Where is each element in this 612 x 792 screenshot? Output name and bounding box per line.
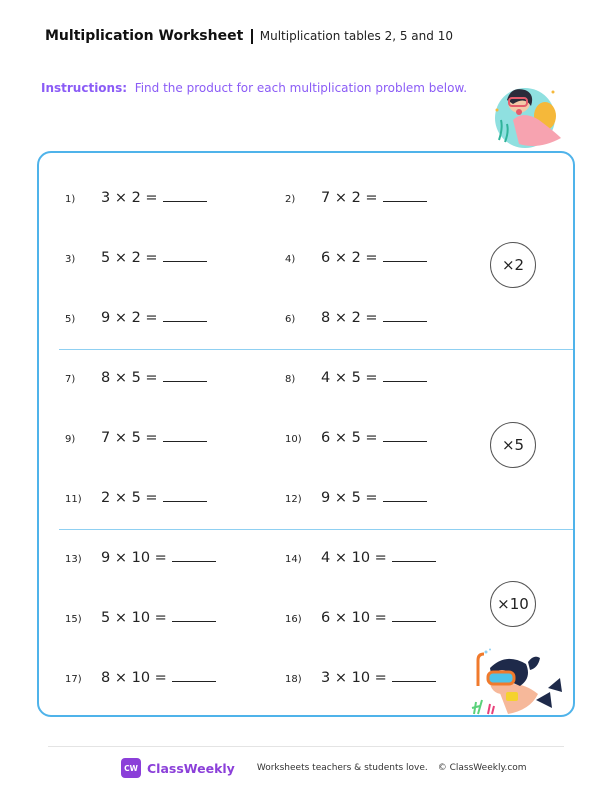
answer-blank[interactable]	[163, 489, 207, 502]
problem-number: 11)	[65, 494, 82, 505]
problem-number: 4)	[285, 254, 296, 265]
problem-expression: 5 × 2 =	[101, 250, 158, 266]
section-divider	[59, 529, 573, 530]
problem-13	[65, 549, 216, 566]
problem-expression: 8 × 10 =	[101, 670, 167, 686]
section-divider	[59, 349, 573, 350]
answer-blank[interactable]	[172, 549, 216, 562]
problems-panel	[37, 151, 575, 717]
problem-expression: 2 × 5 =	[101, 490, 158, 506]
problem-4	[285, 249, 427, 266]
problem-number: 14)	[285, 554, 302, 565]
problem-number: 7)	[65, 374, 76, 385]
title-divider	[251, 29, 253, 44]
problem-number: 5)	[65, 314, 76, 325]
problem-expression: 5 × 10 =	[101, 610, 167, 626]
instructions	[41, 81, 467, 95]
problem-expression: 3 × 2 =	[101, 190, 158, 206]
problem-number: 16)	[285, 614, 302, 625]
problem-number: 3)	[65, 254, 76, 265]
classweekly-logo-icon: CW	[121, 758, 141, 778]
times-10-badge: ×10	[490, 581, 536, 627]
footer	[121, 758, 527, 778]
answer-blank[interactable]	[392, 549, 436, 562]
problem-15	[65, 609, 216, 626]
footer-copyright: © ClassWeekly.com	[437, 763, 527, 773]
answer-blank[interactable]	[163, 369, 207, 382]
problem-number: 13)	[65, 554, 82, 565]
brand-name: ClassWeekly	[147, 760, 235, 776]
instructions-text: Find the product for each multiplication problem below.	[134, 81, 468, 95]
problem-10	[285, 429, 427, 446]
problem-1	[65, 189, 207, 206]
times-2-badge: ×2	[490, 242, 536, 288]
problem-expression: 3 × 10 =	[321, 670, 387, 686]
problem-number: 2)	[285, 194, 296, 205]
instructions-label: Instructions:	[41, 81, 128, 95]
answer-blank[interactable]	[392, 609, 436, 622]
problem-2	[285, 189, 427, 206]
problem-expression: 6 × 5 =	[321, 430, 378, 446]
problem-number: 9)	[65, 434, 76, 445]
problem-number: 18)	[285, 674, 302, 685]
problem-7	[65, 369, 207, 386]
problem-12	[285, 489, 427, 506]
problem-number: 17)	[65, 674, 82, 685]
problem-9	[65, 429, 207, 446]
footer-divider	[48, 746, 564, 747]
answer-blank[interactable]	[163, 189, 207, 202]
diver-girl-illustration	[489, 80, 567, 152]
problem-18	[285, 669, 436, 686]
answer-blank[interactable]	[172, 609, 216, 622]
answer-blank[interactable]	[163, 429, 207, 442]
answer-blank[interactable]	[163, 309, 207, 322]
problem-expression: 8 × 2 =	[321, 310, 378, 326]
problem-11	[65, 489, 207, 506]
problem-5	[65, 309, 207, 326]
problem-8	[285, 369, 427, 386]
answer-blank[interactable]	[392, 669, 436, 682]
snorkel-diver-illustration	[468, 648, 564, 718]
worksheet-subtitle: Multiplication tables 2, 5 and 10	[259, 29, 453, 43]
problem-number: 12)	[285, 494, 302, 505]
worksheet-title: Multiplication Worksheet	[45, 28, 244, 44]
answer-blank[interactable]	[383, 189, 427, 202]
problem-expression: 9 × 2 =	[101, 310, 158, 326]
answer-blank[interactable]	[383, 429, 427, 442]
problem-number: 1)	[65, 194, 76, 205]
problem-17	[65, 669, 216, 686]
problem-expression: 7 × 2 =	[321, 190, 378, 206]
problem-16	[285, 609, 436, 626]
problem-expression: 9 × 10 =	[101, 550, 167, 566]
problem-expression: 9 × 5 =	[321, 490, 378, 506]
problem-6	[285, 309, 427, 326]
footer-tagline: Worksheets teachers & students love.	[256, 763, 428, 773]
problem-expression: 6 × 10 =	[321, 610, 387, 626]
answer-blank[interactable]	[383, 249, 427, 262]
problem-expression: 4 × 5 =	[321, 370, 378, 386]
answer-blank[interactable]	[163, 249, 207, 262]
problem-expression: 6 × 2 =	[321, 250, 378, 266]
problem-number: 15)	[65, 614, 82, 625]
problem-expression: 8 × 5 =	[101, 370, 158, 386]
problem-number: 8)	[285, 374, 296, 385]
problem-expression: 7 × 5 =	[101, 430, 158, 446]
answer-blank[interactable]	[172, 669, 216, 682]
answer-blank[interactable]	[383, 309, 427, 322]
answer-blank[interactable]	[383, 489, 427, 502]
problem-expression: 4 × 10 =	[321, 550, 387, 566]
problem-number: 10)	[285, 434, 302, 445]
times-5-badge: ×5	[490, 422, 536, 468]
problem-3	[65, 249, 207, 266]
problem-number: 6)	[285, 314, 296, 325]
worksheet-header	[45, 28, 453, 44]
answer-blank[interactable]	[383, 369, 427, 382]
problem-14	[285, 549, 436, 566]
